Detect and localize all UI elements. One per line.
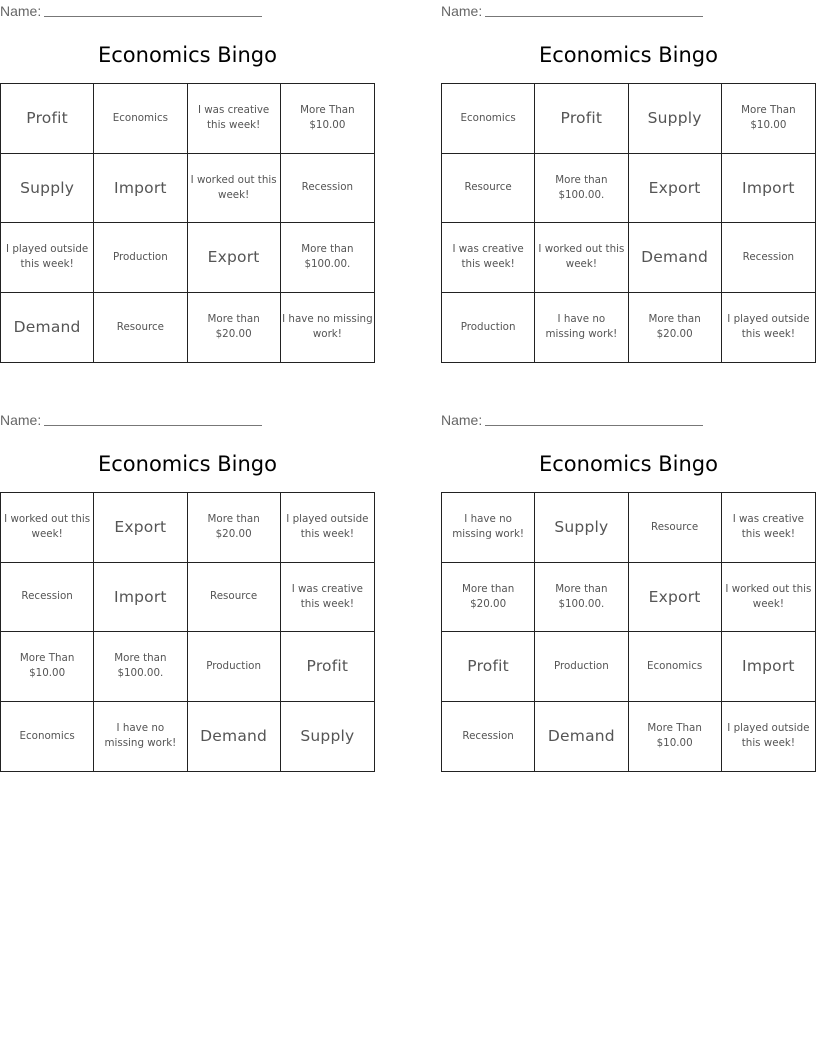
- bingo-cell[interactable]: I worked out this week!: [1, 493, 94, 563]
- bingo-cell[interactable]: More than $100.00.: [94, 632, 187, 702]
- bingo-cell[interactable]: Supply: [535, 493, 628, 563]
- bingo-cell[interactable]: I played outside this week!: [727, 313, 810, 341]
- name-blank-line[interactable]: [485, 2, 703, 17]
- name-field[interactable]: [441, 411, 711, 429]
- bingo-cell[interactable]: More Than $10.00: [281, 84, 374, 154]
- card-title: Economics Bingo: [538, 43, 718, 67]
- bingo-cell[interactable]: More Than $10.00: [629, 702, 722, 772]
- card-title: Economics Bingo: [538, 452, 718, 476]
- bingo-cell[interactable]: Import: [722, 154, 815, 224]
- name-label: Name:: [441, 3, 483, 19]
- name-field[interactable]: [441, 2, 711, 20]
- bingo-cell[interactable]: Demand: [629, 223, 722, 293]
- bingo-cell[interactable]: Export: [94, 493, 187, 563]
- bingo-cell[interactable]: Supply: [300, 727, 355, 746]
- bingo-card: [441, 0, 816, 365]
- bingo-cell[interactable]: Resource: [94, 293, 187, 363]
- bingo-grid: [441, 492, 816, 772]
- bingo-cell[interactable]: Profit: [442, 632, 535, 702]
- bingo-cell[interactable]: Recession: [281, 154, 374, 224]
- bingo-cell[interactable]: More than $20.00: [442, 563, 535, 633]
- bingo-cell[interactable]: More than $100.00.: [281, 223, 374, 293]
- bingo-cell[interactable]: Supply: [1, 154, 94, 224]
- bingo-cell[interactable]: Export: [629, 154, 722, 224]
- bingo-cell[interactable]: Production: [188, 632, 281, 702]
- bingo-cell[interactable]: I worked out this week!: [722, 563, 815, 633]
- bingo-cell[interactable]: I played outside this week!: [281, 493, 374, 563]
- name-blank-line[interactable]: [485, 411, 703, 426]
- name-label: Name:: [0, 3, 42, 19]
- bingo-grid: [441, 83, 816, 363]
- bingo-cell[interactable]: More than $20.00: [629, 293, 722, 363]
- bingo-cell[interactable]: I have no missing work!: [442, 493, 535, 563]
- bingo-cell[interactable]: Resource: [629, 493, 722, 563]
- bingo-cell[interactable]: Export: [188, 223, 281, 293]
- bingo-cell[interactable]: More than $100.00.: [535, 154, 628, 224]
- bingo-cell[interactable]: Recession: [1, 563, 94, 633]
- bingo-cell[interactable]: Profit: [535, 84, 628, 154]
- name-label: Name:: [441, 412, 483, 428]
- bingo-cell[interactable]: Economics: [1, 702, 94, 772]
- bingo-cell[interactable]: Import: [94, 563, 187, 633]
- bingo-cell[interactable]: Economics: [442, 84, 535, 154]
- bingo-cell[interactable]: More than $20.00: [188, 493, 281, 563]
- bingo-cell[interactable]: More Than $10.00: [1, 632, 94, 702]
- bingo-cell[interactable]: More Than $10.00: [722, 84, 815, 154]
- bingo-cell[interactable]: Production: [94, 223, 187, 293]
- bingo-cell[interactable]: Economics: [94, 84, 187, 154]
- bingo-card: [0, 0, 375, 365]
- bingo-cell[interactable]: I have no missing work!: [535, 293, 628, 363]
- bingo-cell[interactable]: Profit: [1, 84, 94, 154]
- bingo-cell[interactable]: Import: [94, 154, 187, 224]
- bingo-cell[interactable]: I have no missing work!: [282, 313, 373, 341]
- bingo-cell[interactable]: I worked out this week!: [535, 223, 628, 293]
- card-title: Economics Bingo: [97, 43, 277, 67]
- bingo-cell[interactable]: More than $100.00.: [535, 563, 628, 633]
- bingo-cell[interactable]: Export: [629, 563, 722, 633]
- bingo-cell[interactable]: I have no missing work!: [94, 702, 187, 772]
- bingo-cell[interactable]: I worked out this week!: [188, 154, 281, 224]
- bingo-cell[interactable]: I played outside this week!: [727, 722, 810, 750]
- bingo-cell[interactable]: I was creative this week!: [722, 493, 815, 563]
- bingo-cell[interactable]: Demand: [535, 702, 628, 772]
- card-title: Economics Bingo: [97, 452, 277, 476]
- bingo-cell[interactable]: More than $20.00: [188, 293, 281, 363]
- bingo-cell[interactable]: Production: [442, 293, 535, 363]
- bingo-cell[interactable]: Recession: [722, 223, 815, 293]
- bingo-cell[interactable]: I played outside this week!: [1, 223, 94, 293]
- name-blank-line[interactable]: [44, 411, 262, 426]
- bingo-cell[interactable]: I was creative this week!: [442, 223, 535, 293]
- bingo-grid: [0, 83, 375, 363]
- bingo-cell[interactable]: I was creative this week!: [281, 563, 374, 633]
- bingo-cell[interactable]: Profit: [281, 632, 374, 702]
- bingo-cell[interactable]: Resource: [188, 563, 281, 633]
- bingo-cell[interactable]: Economics: [629, 632, 722, 702]
- bingo-cell[interactable]: I was creative this week!: [188, 84, 281, 154]
- bingo-cell[interactable]: Production: [535, 632, 628, 702]
- name-field[interactable]: [0, 2, 270, 20]
- bingo-card: [441, 409, 816, 774]
- name-blank-line[interactable]: [44, 2, 262, 17]
- bingo-cell[interactable]: Supply: [629, 84, 722, 154]
- name-label: Name:: [0, 412, 42, 428]
- bingo-cell[interactable]: Demand: [1, 293, 94, 363]
- bingo-card: [0, 409, 375, 774]
- bingo-cell[interactable]: Recession: [442, 702, 535, 772]
- bingo-cell[interactable]: Import: [722, 632, 815, 702]
- name-field[interactable]: [0, 411, 270, 429]
- bingo-cell[interactable]: Demand: [188, 702, 281, 772]
- bingo-grid: [0, 492, 375, 772]
- bingo-cell[interactable]: Resource: [442, 154, 535, 224]
